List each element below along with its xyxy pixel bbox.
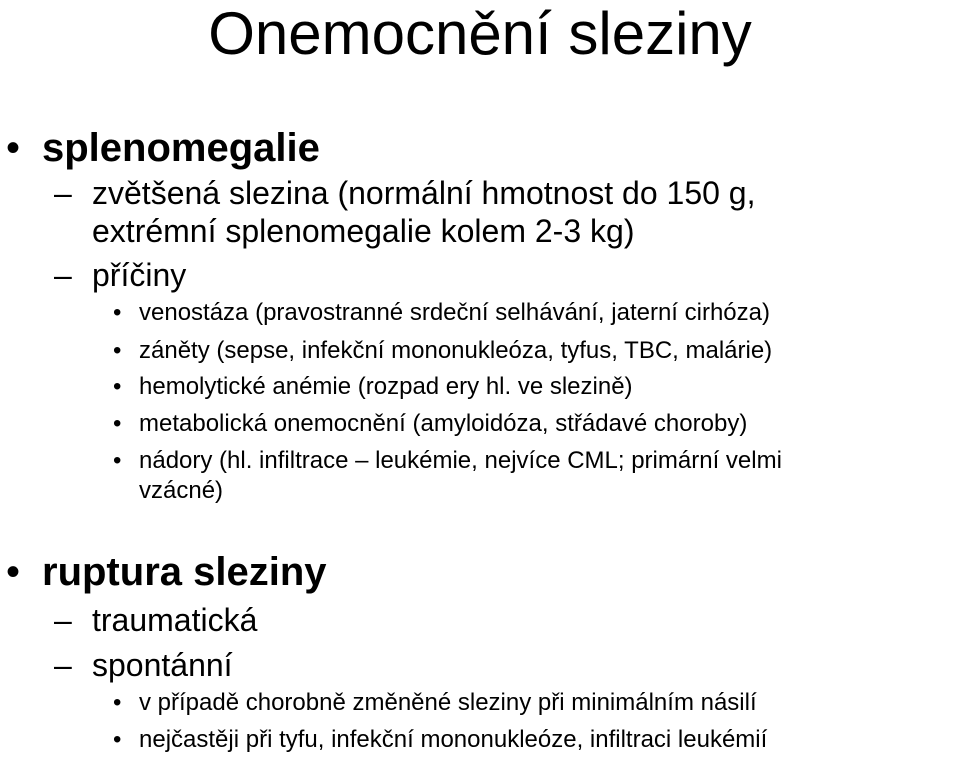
cause-text: záněty (sepse, infekční mononukleóza, tyfus, TBC, malárie) xyxy=(139,337,773,364)
subitem-text: traumatická xyxy=(92,602,258,638)
cause-text: nádory (hl. infiltrace – leukémie, nejvíce CML; primární velmi xyxy=(139,447,782,474)
subitem-definition xyxy=(54,173,756,213)
dash-marker: – xyxy=(54,257,72,293)
subitem-text: příčiny xyxy=(92,257,187,293)
bullet-marker: • xyxy=(113,337,122,364)
detail-text: nejčastěji při tyfu, infekční mononukleóze, infiltraci leukémií xyxy=(139,726,768,753)
cause-text: hemolytické anémie (rozpad ery hl. ve slezině) xyxy=(139,373,633,400)
subitem-text: zvětšená slezina (normální hmotnost do 150 g, xyxy=(92,175,756,211)
subitem-traumatic xyxy=(54,600,258,640)
detail-item xyxy=(113,686,757,720)
subitem-text: spontánní xyxy=(92,647,233,683)
bullet-ruptura-sleziny xyxy=(6,550,327,594)
detail-item xyxy=(113,723,768,757)
dash-marker: – xyxy=(54,175,72,211)
slide-title: Onemocnění sleziny xyxy=(208,0,752,67)
bullet-marker: • xyxy=(113,299,122,326)
bullet-text: splenomegalie xyxy=(42,126,320,170)
bullet-marker: • xyxy=(113,410,122,437)
cause-text: venostáza (pravostranné srdeční selhávání, jaterní cirhóza) xyxy=(139,299,770,326)
detail-text: v případě chorobně změněné sleziny při minimálním násilí xyxy=(139,689,757,716)
cause-item-continued xyxy=(139,474,223,508)
bullet-marker: • xyxy=(113,373,122,400)
subitem-text: extrémní splenomegalie kolem 2-3 kg) xyxy=(92,213,635,249)
cause-item xyxy=(113,444,782,478)
subitem-causes xyxy=(54,255,187,295)
subitem-definition-continued xyxy=(92,211,634,251)
cause-item xyxy=(113,334,773,368)
dash-marker: – xyxy=(54,647,72,683)
bullet-marker: • xyxy=(6,126,21,170)
cause-item xyxy=(113,296,770,330)
cause-item xyxy=(113,370,633,404)
bullet-marker: • xyxy=(6,550,21,594)
bullet-marker: • xyxy=(113,447,122,474)
dash-marker: – xyxy=(54,602,72,638)
cause-text: metabolická onemocnění (amyloidóza, střádavé choroby) xyxy=(139,410,748,437)
subitem-spontaneous xyxy=(54,645,233,685)
bullet-marker: • xyxy=(113,726,122,753)
cause-item xyxy=(113,407,748,441)
bullet-marker: • xyxy=(113,689,122,716)
bullet-text: ruptura sleziny xyxy=(42,550,327,594)
cause-text: vzácné) xyxy=(139,477,224,504)
bullet-splenomegalie xyxy=(6,126,320,170)
